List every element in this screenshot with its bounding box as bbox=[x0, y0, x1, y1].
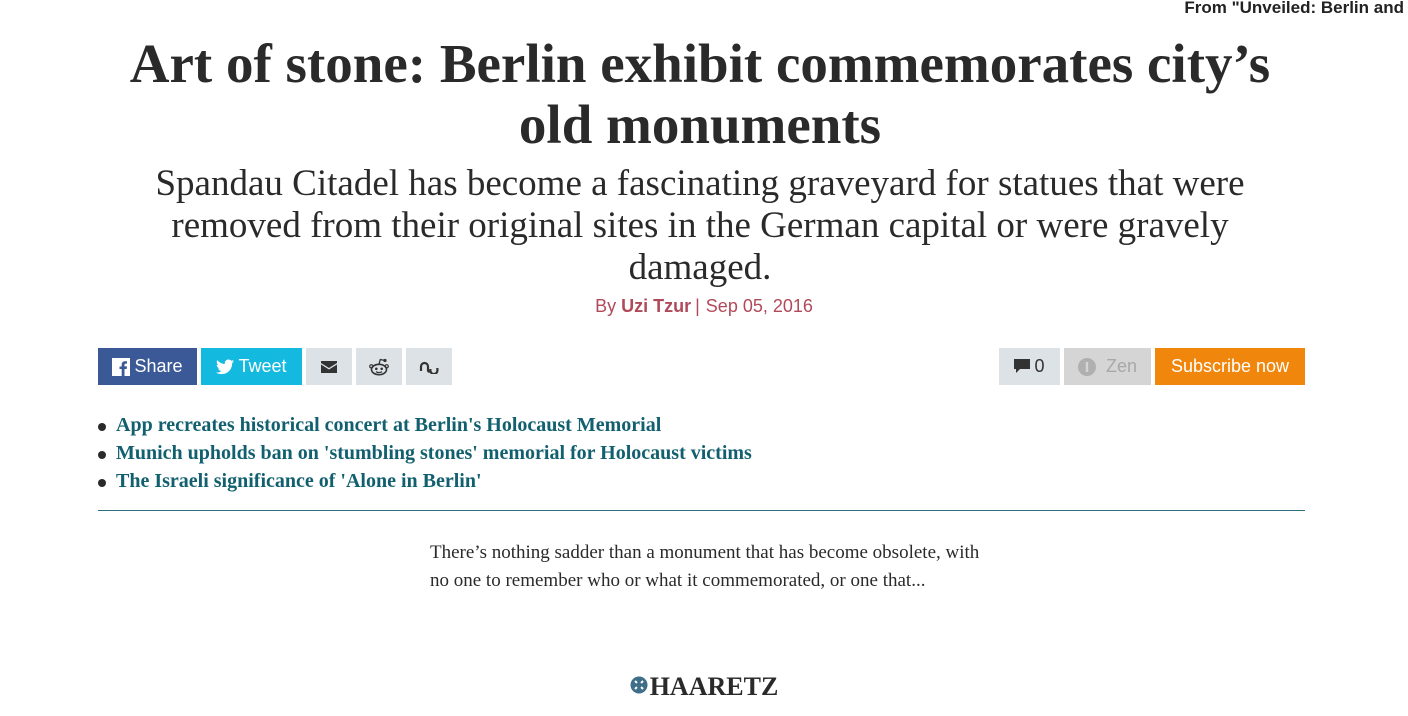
facebook-icon bbox=[112, 358, 130, 376]
brand-logo[interactable] bbox=[0, 672, 1408, 702]
zen-icon bbox=[1078, 358, 1096, 376]
related-link[interactable] bbox=[98, 439, 752, 467]
mail-icon bbox=[321, 361, 337, 373]
subscribe-button[interactable]: Subscribe now bbox=[1155, 348, 1305, 385]
related-link-label: Munich upholds ban on 'stumbling stones' memorial for Holocaust victims bbox=[116, 442, 752, 464]
facebook-share-label: Share bbox=[134, 356, 183, 376]
zen-mode-button[interactable] bbox=[1064, 348, 1151, 385]
related-links-list bbox=[98, 411, 752, 495]
zen-label: Zen bbox=[1105, 356, 1138, 376]
article-subhead: Spandau Citadel has become a fascinating graveyard for statues that were removed from their original sites in the German capital or were gravely damaged. bbox=[155, 163, 1245, 288]
stumbleupon-share-button[interactable] bbox=[406, 348, 452, 385]
bullet-icon bbox=[98, 451, 106, 459]
twitter-icon bbox=[216, 359, 234, 375]
article-excerpt: There’s nothing sadder than a monument that has become obsolete, with no one to remember who or what it commemorated, or one that... bbox=[430, 542, 980, 591]
stumbleupon-icon bbox=[419, 360, 439, 374]
twitter-tweet-button[interactable] bbox=[201, 348, 302, 385]
reddit-share-button[interactable] bbox=[356, 348, 402, 385]
facebook-share-button[interactable] bbox=[98, 348, 197, 385]
related-link[interactable] bbox=[98, 411, 752, 439]
reddit-icon bbox=[369, 358, 389, 376]
email-share-button[interactable] bbox=[306, 348, 352, 385]
byline-by-label: By bbox=[595, 296, 617, 316]
related-link-label: App recreates historical concert at Berlin's Holocaust Memorial bbox=[116, 414, 662, 436]
related-link[interactable] bbox=[98, 467, 752, 495]
share-toolbar bbox=[98, 348, 452, 385]
comments-count: 0 bbox=[1034, 356, 1045, 376]
brand-name: HAARETZ bbox=[649, 672, 779, 701]
section-divider bbox=[98, 510, 1305, 511]
source-caption: From "Unveiled: Berlin and bbox=[1184, 0, 1404, 17]
byline bbox=[0, 296, 1408, 317]
author-link[interactable]: Uzi Tzur bbox=[621, 296, 692, 316]
publish-date: Sep 05, 2016 bbox=[705, 296, 813, 316]
article-headline: Art of stone: Berlin exhibit commemorates city’s old monuments bbox=[129, 33, 1271, 155]
related-link-label: The Israeli significance of 'Alone in Berlin' bbox=[116, 470, 482, 492]
twitter-tweet-label: Tweet bbox=[238, 356, 287, 376]
comments-button[interactable] bbox=[999, 348, 1060, 385]
comment-icon bbox=[1014, 359, 1030, 374]
bullet-icon bbox=[98, 423, 106, 431]
byline-separator: | bbox=[695, 296, 700, 316]
article-actions-toolbar bbox=[999, 348, 1305, 385]
haaretz-logo-icon bbox=[630, 676, 648, 699]
bullet-icon bbox=[98, 479, 106, 487]
